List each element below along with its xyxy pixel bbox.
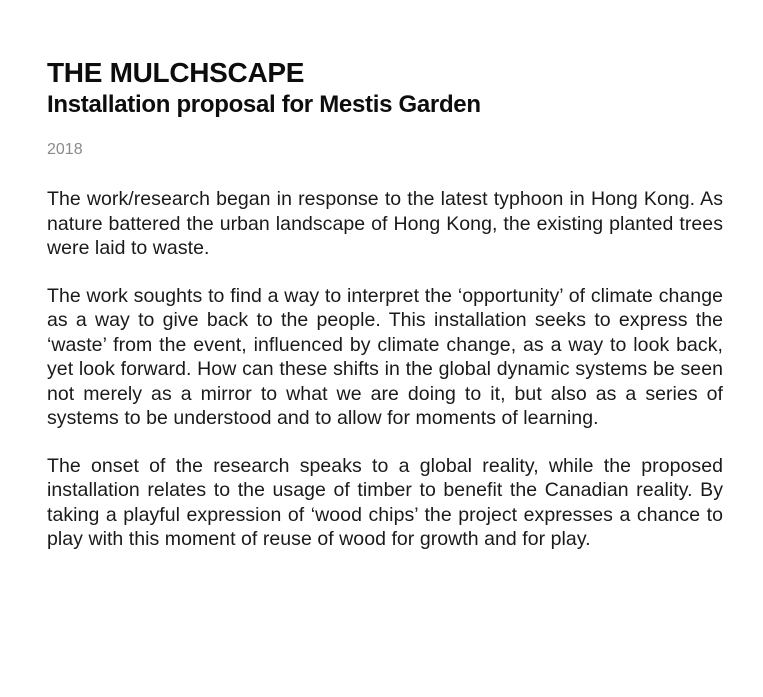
document-page	[47, 56, 723, 575]
document-year: 2018	[47, 141, 83, 158]
paragraph-2: The work soughts to find a way to interpret the ‘opportunity’ of climate change as a way to give back to the people. This installation seeks to express the ‘waste’ from the event, influenced by climate change, as a way to look back, yet look forward. How can these shifts in the global dynamic systems be seen not merely as a mirror to what we are doing to it, but also as a series of systems to be understood and to allow for moments of learning.	[47, 284, 723, 429]
document-title: THE MULCHSCAPE	[47, 57, 305, 88]
paragraph-1: The work/research began in response to the latest typhoon in Hong Kong. As nature battered the urban landscape of Hong Kong, the existing planted trees were laid to waste.	[47, 188, 723, 259]
paragraph-3: The onset of the research speaks to a global reality, while the proposed installation relates to the usage of timber to benefit the Canadian reality. By taking a playful expression of ‘wood chips’ the project expresses a chance to play with this moment of reuse of wood for growth and for play.	[47, 454, 723, 550]
document-body	[47, 187, 723, 552]
document-subtitle: Installation proposal for Mestis Garden	[47, 91, 481, 118]
